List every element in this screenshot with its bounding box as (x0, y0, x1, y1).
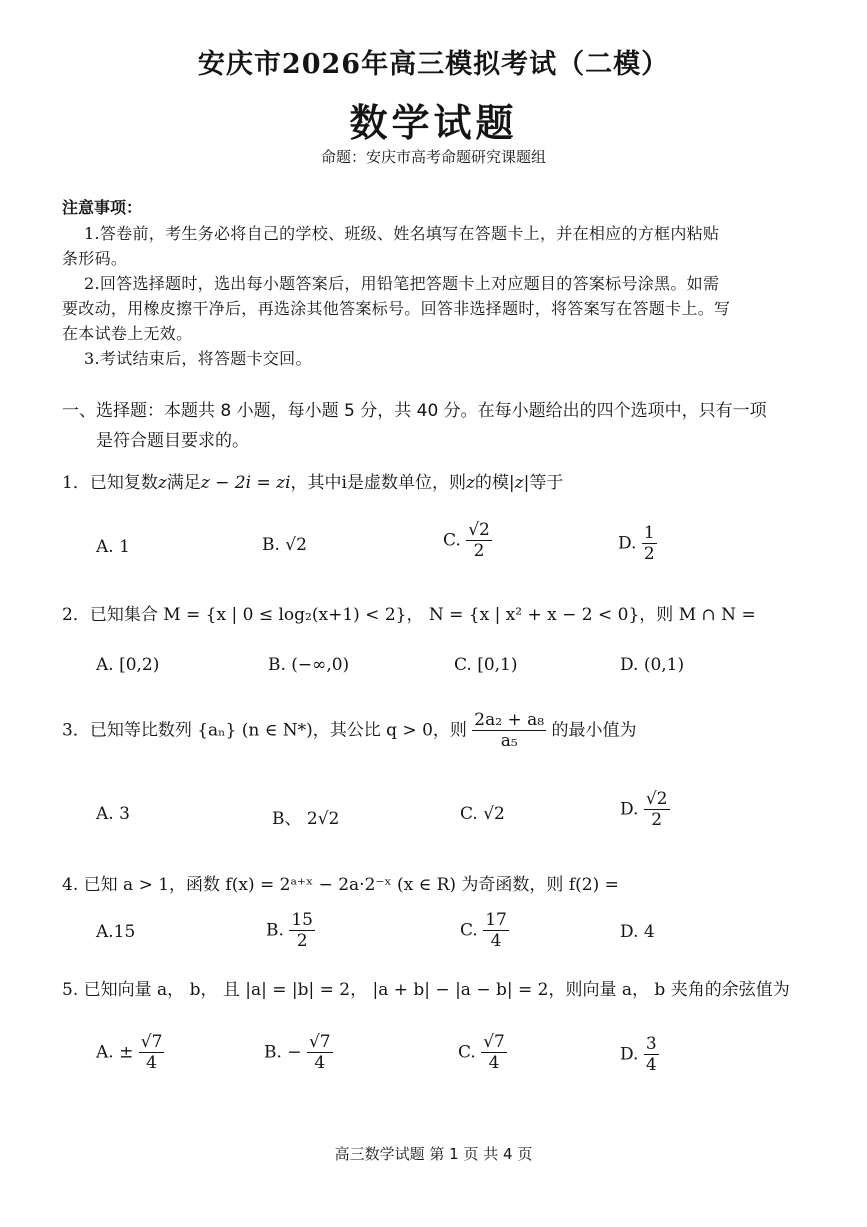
question-1-option-b: B. √2 (262, 535, 307, 555)
question-5-option-b: B. − $\frac{√7}{4}$ (264, 1032, 331, 1074)
section-heading: 一、选择题：本题共 8 小题，每小题 5 分，共 40 分。在每小题给出的四个选项中，只有一项 (62, 401, 767, 421)
notice-line: 要改动，用橡皮擦干净后，再选涂其他答案标号。回答非选择题时，将答案写在答题卡上。写 (62, 299, 731, 318)
question-3-option-c: C. √2 (460, 804, 505, 824)
notice-line: 1.答卷前，考生务必将自己的学校、班级、姓名填写在答题卡上，并在相应的方框内粘贴 (84, 224, 720, 243)
question-1-option-c: C. $\frac{√2}{2}$ (443, 520, 490, 562)
question-4-option-b: B. $\frac{15}{2}$ (266, 910, 313, 952)
question-2-option-c: C. [0,1) (454, 655, 518, 675)
question-4-option-a: A.15 (96, 922, 136, 942)
notice-line: 3.考试结束后，将答题卡交回。 (84, 349, 312, 368)
exam-title: 安庆市2026年高三模拟考试（二模） (197, 49, 670, 80)
question-5-option-c: C. $\frac{√7}{4}$ (458, 1032, 505, 1074)
question-5-stem: 5. 已知向量 a， b， 且 |a| = |b| = 2， |a + b| − |a − b| = 2，则向量 a， b 夹角的余弦值为 (62, 980, 790, 1000)
question-5-option-a: A. ± $\frac{√7}{4}$ (96, 1032, 163, 1074)
question-3-option-d: D. $\frac{√2}{2}$ (620, 789, 668, 831)
notice-line: 条形码。 (62, 249, 128, 268)
question-2-option-a: A. [0,2) (96, 655, 160, 675)
author-line: 命题：安庆市高考命题研究课题组 (320, 148, 546, 166)
question-3-option-a: A. 3 (96, 804, 130, 824)
question-2-option-d: D. (0,1) (620, 655, 685, 675)
question-1-option-d: D. $\frac{1}{2}$ (618, 523, 655, 565)
question-4-option-d: D. 4 (620, 922, 655, 942)
notice-line: 在本试卷上无效。 (62, 324, 193, 343)
question-3-fraction: $\frac{\text{2a₂ + a₈}}{\text{a₅}}$ (474, 710, 545, 752)
page-footer: 高三数学试题 第 1 页 共 4 页 (334, 1145, 533, 1163)
notice-line: 2.回答选择题时，选出每小题答案后，用铅笔把答题卡上对应题目的答案标号涂黑。如需 (84, 274, 720, 293)
question-2-stem: 2．已知集合 M = {x | 0 ≤ log₂(x+1) < 2}， N = {x | x² + x − 2 < 0}，则 M ∩ N = (62, 605, 756, 625)
question-2-option-b: B. (−∞,0) (268, 655, 350, 675)
question-5-option-d: D. $\frac{3}{4}$ (620, 1034, 657, 1076)
question-4-stem: 4. 已知 a > 1，函数 f(x) = 2ᵃ⁺ˣ − 2a·2⁻ˣ (x ∈ R) 为奇函数，则 f(2) = (62, 875, 619, 895)
question-3-option-b: B、 2√2 (272, 809, 340, 829)
question-1-stem: 1．已知复数z满足z − 2i = zi，其中i是虚数单位，则z的模|z|等于 (62, 473, 564, 493)
subject-title: 数学试题 (349, 100, 518, 145)
notice-heading: 注意事项： (62, 198, 143, 217)
question-3-stem: 3．已知等比数列 {aₙ} (n ∈ N*)，其公比 q > 0，则 $\frac{\text{2a₂ + a₈}}{\text{a₅}}$ 的最小值为 (62, 710, 637, 752)
question-4-option-c: C. $\frac{17}{4}$ (460, 910, 507, 952)
question-1-option-a: A. 1 (96, 537, 130, 557)
section-heading-cont: 是符合题目要求的。 (96, 431, 249, 451)
